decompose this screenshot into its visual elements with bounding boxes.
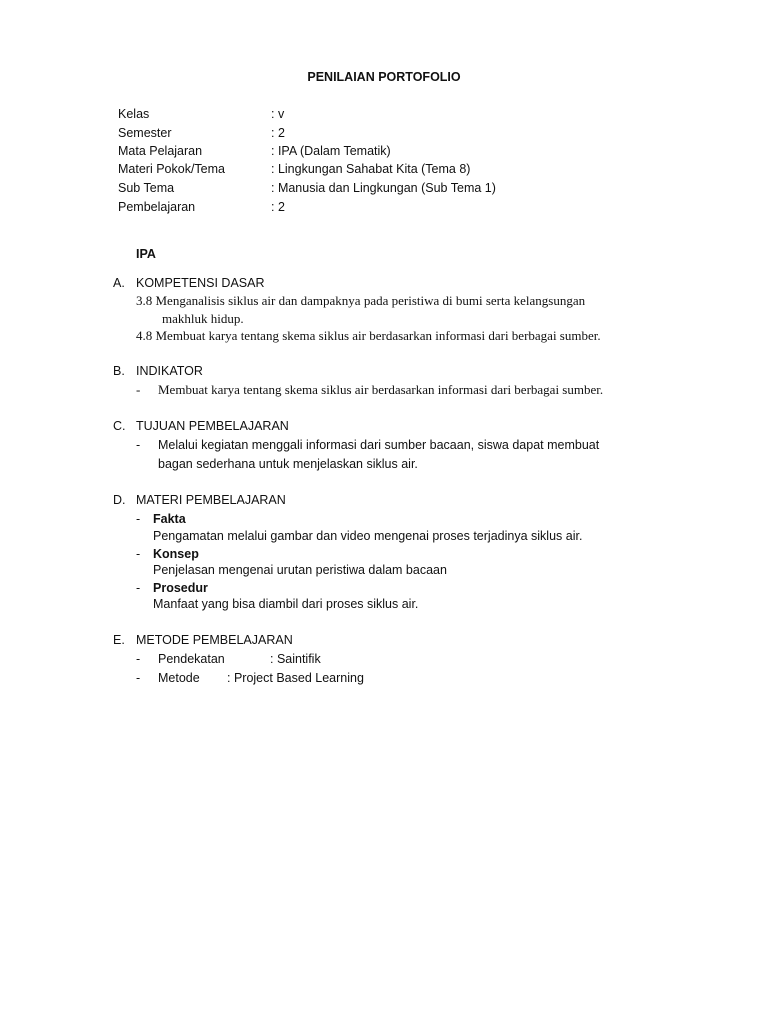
materi-prosedur-dash: - — [136, 581, 141, 595]
kd-item-1-line-2: makhluk hidup. — [162, 311, 244, 326]
materi-fakta-dash: - — [136, 512, 141, 526]
info-value-pembelajaran: : 2 — [271, 200, 285, 214]
tujuan-dash: - — [136, 438, 141, 452]
info-value-semester: : 2 — [271, 126, 285, 140]
section-e-letter: E. — [113, 633, 125, 647]
subject-heading: IPA — [136, 247, 156, 261]
info-label-kelas: Kelas — [118, 107, 150, 121]
metode-pendekatan-value: : Saintifik — [270, 652, 321, 666]
section-d-heading: MATERI PEMBELAJARAN — [136, 493, 286, 507]
materi-prosedur-term: Prosedur — [153, 581, 208, 595]
info-value-materi-pokok: : Lingkungan Sahabat Kita (Tema 8) — [271, 162, 471, 176]
tujuan-line-1: Melalui kegiatan menggali informasi dari sumber bacaan, siswa dapat membuat — [158, 438, 600, 452]
metode-pendekatan-dash: - — [136, 652, 141, 666]
tujuan-line-2: bagan sederhana untuk menjelaskan siklus air. — [158, 457, 418, 471]
info-value-sub-tema: : Manusia dan Lingkungan (Sub Tema 1) — [271, 181, 496, 195]
section-c-letter: C. — [113, 419, 126, 433]
section-e-heading: METODE PEMBELAJARAN — [136, 633, 293, 647]
metode-metode-dash: - — [136, 671, 141, 685]
section-c-heading: TUJUAN PEMBELAJARAN — [136, 419, 289, 433]
info-value-kelas: : v — [271, 107, 285, 121]
materi-konsep-desc: Penjelasan mengenai urutan peristiwa dalam bacaan — [153, 563, 447, 577]
materi-prosedur-desc: Manfaat yang bisa diambil dari proses siklus air. — [153, 597, 419, 611]
indikator-item: Membuat karya tentang skema siklus air berdasarkan informasi dari berbagai sumber. — [158, 382, 604, 397]
materi-konsep-dash: - — [136, 547, 141, 561]
materi-fakta-desc: Pengamatan melalui gambar dan video mengenai proses terjadinya siklus air. — [153, 529, 583, 543]
kd-item-1-line-1: 3.8 Menganalisis siklus air dan dampaknya pada peristiwa di bumi serta kelangsungan — [136, 293, 586, 308]
section-a-letter: A. — [113, 276, 125, 290]
metode-metode-value: : Project Based Learning — [227, 671, 364, 685]
indikator-dash: - — [136, 382, 141, 397]
section-d-letter: D. — [113, 493, 126, 507]
materi-fakta-term: Fakta — [153, 512, 186, 526]
info-label-materi-pokok: Materi Pokok/Tema — [118, 162, 225, 176]
section-b-heading: INDIKATOR — [136, 364, 203, 378]
info-label-sub-tema: Sub Tema — [118, 181, 175, 195]
info-label-mata-pelajaran: Mata Pelajaran — [118, 144, 203, 158]
metode-pendekatan-label: Pendekatan — [158, 652, 225, 666]
kd-item-2: 4.8 Membuat karya tentang skema siklus air berdasarkan informasi dari berbagai sumber. — [136, 328, 601, 343]
section-b-letter: B. — [113, 364, 125, 378]
info-label-semester: Semester — [118, 126, 172, 140]
section-a-heading: KOMPETENSI DASAR — [136, 276, 265, 290]
metode-metode-label: Metode — [158, 671, 200, 685]
info-value-mata-pelajaran: : IPA (Dalam Tematik) — [271, 144, 391, 158]
page-title: PENILAIAN PORTOFOLIO — [307, 70, 461, 84]
info-label-pembelajaran: Pembelajaran — [118, 200, 196, 214]
materi-konsep-term: Konsep — [153, 547, 199, 561]
